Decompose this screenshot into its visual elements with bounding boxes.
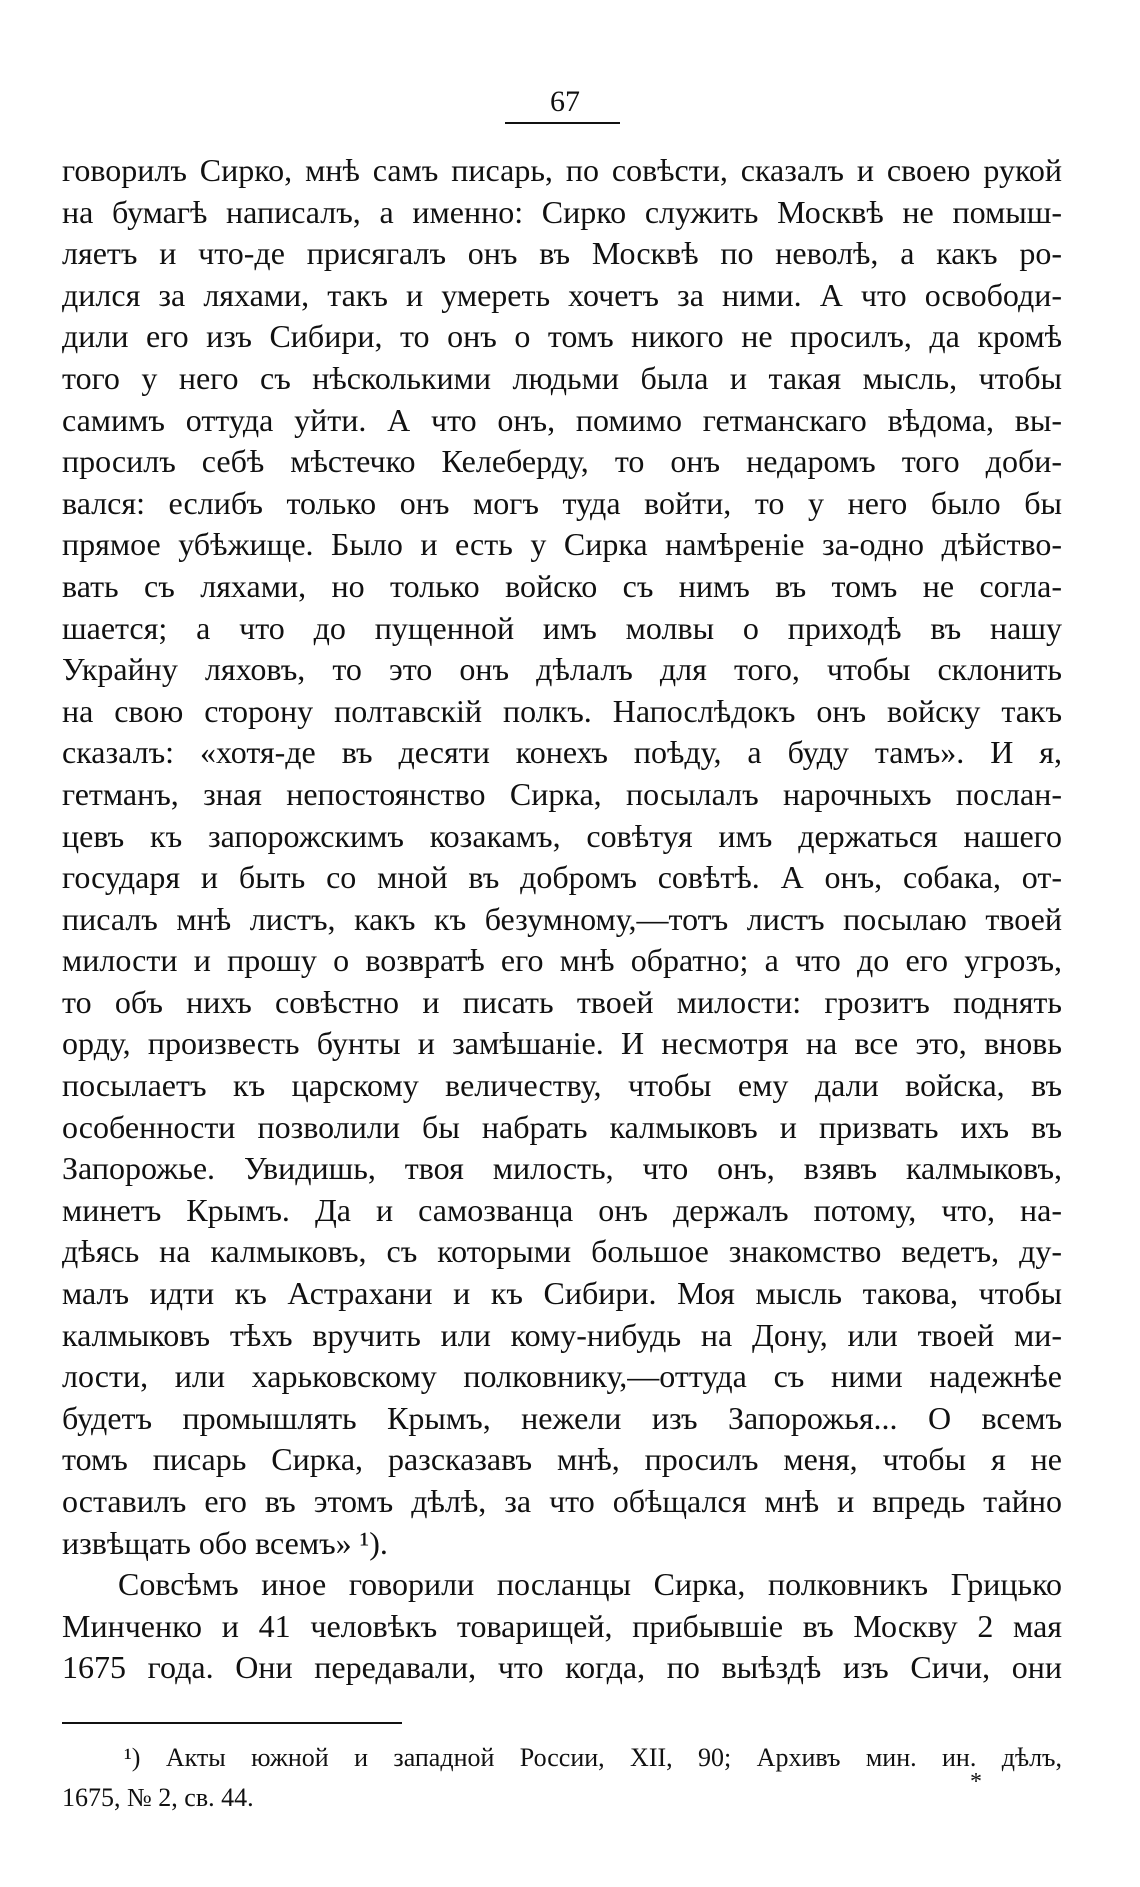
text-line: гетманъ, зная непостоянство Сирка, посылалъ нарочныхъ послан- xyxy=(62,775,1062,812)
text-line: ляетъ и что-де присягалъ онъ въ Москвѣ по неволѣ, а какъ ро- xyxy=(62,235,1062,272)
stray-asterisk-mark: * xyxy=(970,1769,982,1795)
text-line: дѣясь на калмыковъ, съ которыми большое знакомство ведетъ, ду- xyxy=(62,1233,1062,1270)
text-line: Запорожье. Увидишь, твоя милость, что онъ, взявъ калмыковъ, xyxy=(62,1150,1062,1187)
text-line: государя и быть со мной въ добромъ совѣтѣ. А онъ, собака, от- xyxy=(62,859,1062,896)
text-line: прямое убѣжище. Было и есть у Сирка намѣреніе за-одно дѣйство- xyxy=(62,526,1062,563)
text-line: Минченко и 41 человѣкъ товарищей, прибывшіе въ Москву 2 мая xyxy=(62,1607,1062,1644)
text-line: дили его изъ Сибири, то онъ о томъ никого не просилъ, да кромѣ xyxy=(62,318,1062,355)
text-line: орду, произвесть бунты и замѣшаніе. И несмотря на все это, вновь xyxy=(62,1025,1062,1062)
text-line: на свою сторону полтавскій полкъ. Напослѣдокъ онъ войску такъ xyxy=(62,692,1062,729)
body-text xyxy=(62,150,1062,1689)
text-line: извѣщать обо всемъ» ¹). xyxy=(62,1524,388,1561)
text-line: просилъ себѣ мѣстечко Келеберду, то онъ недаромъ того доби- xyxy=(62,443,1062,480)
text-line: говорилъ Сирко, мнѣ самъ писарь, по совѣсти, сказалъ и своею рукой xyxy=(62,152,1062,188)
text-line: малъ идти къ Астрахани и къ Сибири. Моя мысль такова, чтобы xyxy=(62,1275,1062,1312)
page-number: 67 xyxy=(550,85,580,118)
text-line: писалъ мнѣ листъ, какъ къ безумному,—тотъ листъ посылаю твоей xyxy=(62,900,1062,937)
text-line: 1675 года. Они передавали, что когда, по выѣздѣ изъ Сичи, они xyxy=(62,1649,1062,1686)
footnote-line: 1675, № 2, св. 44. xyxy=(62,1783,254,1812)
text-line: Украйну ляховъ, то это онъ дѣлалъ для того, чтобы склонить xyxy=(62,651,1062,688)
footnote-rule xyxy=(62,1722,402,1724)
text-line: то объ нихъ совѣстно и писать твоей милости: грозитъ поднять xyxy=(62,983,1062,1020)
text-line: шается; а что до пущенной имъ молвы о приходѣ въ нашу xyxy=(62,609,1062,646)
text-line: оставилъ его въ этомъ дѣлѣ, за что обѣщался мнѣ и впредь тайно xyxy=(62,1483,1062,1519)
text-line: милости и прошу о возвратѣ его мнѣ обратно; а что до его угрозъ, xyxy=(62,942,1062,979)
footnote-line: ¹) Акты южной и западной России, XII, 90; Архивъ мин. ин. дѣлъ, xyxy=(124,1743,1062,1772)
text-line: томъ писарь Сирка, разсказавъ мнѣ, просилъ меня, чтобы я не xyxy=(62,1441,1062,1478)
text-line: вать съ ляхами, но только войско съ нимъ въ томъ не согла- xyxy=(62,567,1062,604)
text-line: того у него съ нѣсколькими людьми была и такая мысль, чтобы xyxy=(62,359,1062,396)
text-line: на бумагѣ написалъ, а именно: Сирко служить Москвѣ не помыш- xyxy=(62,193,1062,230)
text-line: цевъ къ запорожскимъ козакамъ, совѣтуя имъ держаться нашего xyxy=(62,817,1062,854)
text-line: сказалъ: «хотя-де въ десяти конехъ поѣду, а буду тамъ». И я, xyxy=(62,734,1062,771)
text-line: калмыковъ тѣхъ вручить или кому-нибудь на Дону, или твоей ми- xyxy=(62,1316,1062,1353)
text-line: Совсѣмъ иное говорили посланцы Сирка, полковникъ Грицько xyxy=(118,1566,1062,1603)
text-line: вался: еслибъ только онъ могъ туда войти, то у него было бы xyxy=(62,484,1062,521)
text-line: минетъ Крымъ. Да и самозванца онъ держалъ потому, что, на- xyxy=(62,1191,1062,1228)
text-line: лости, или харьковскому полковнику,—оттуда съ ними надежнѣе xyxy=(62,1358,1062,1395)
text-line: будетъ промышлять Крымъ, нежели изъ Запорожья... О всемъ xyxy=(62,1399,1062,1436)
page-number-rule xyxy=(505,122,620,124)
footnotes xyxy=(62,1738,1062,1818)
text-line: особенности позволили бы набрать калмыковъ и призвать ихъ въ xyxy=(62,1108,1062,1145)
text-line: самимъ оттуда уйти. А что онъ, помимо гетманскаго вѣдома, вы- xyxy=(62,401,1062,438)
text-line: посылаетъ къ царскому величеству, чтобы ему дали войска, въ xyxy=(62,1067,1062,1104)
text-line: дился за ляхами, такъ и умереть хочетъ за ними. А что освободи- xyxy=(62,276,1062,313)
